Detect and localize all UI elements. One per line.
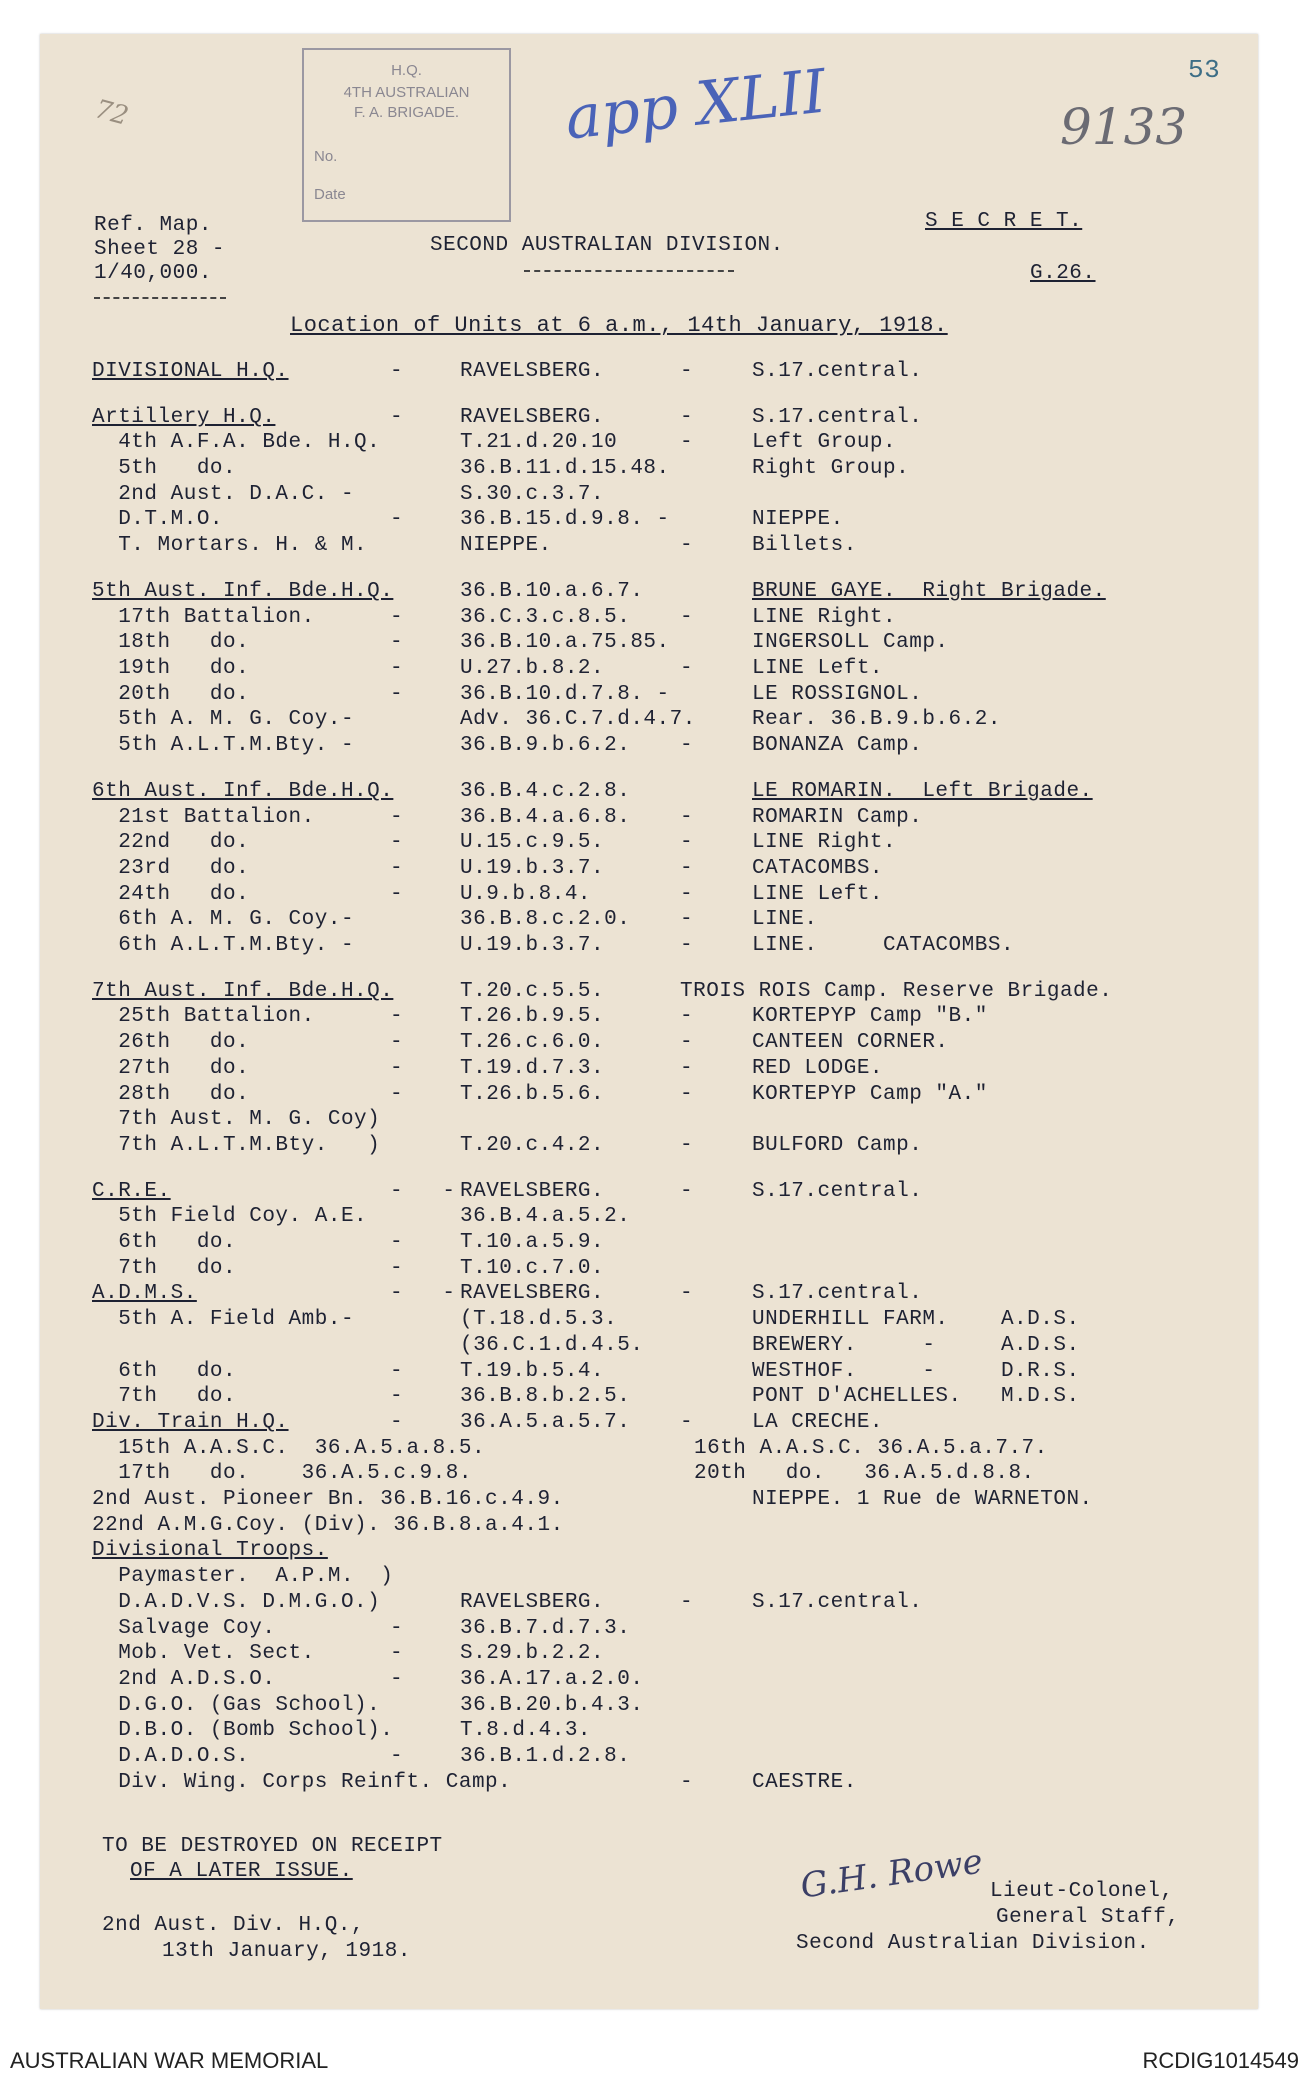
unit-name: 5th Aust. Inf. Bde.H.Q. bbox=[92, 580, 394, 603]
unit-name: 17th Battalion. bbox=[92, 606, 315, 629]
unit-name: 23rd do. bbox=[92, 857, 250, 880]
archive-item-id: RCDIG1014549 bbox=[1142, 2048, 1299, 2073]
separator: - bbox=[390, 1057, 404, 1080]
unit-name: Salvage Coy. bbox=[92, 1617, 276, 1640]
unit-name: 2nd A.D.S.O. bbox=[92, 1668, 276, 1691]
location-remark: CAESTRE. bbox=[752, 1771, 857, 1794]
separator: - bbox=[390, 1005, 404, 1028]
unit-name: 5th A. M. G. Coy.- bbox=[92, 708, 355, 731]
document-page bbox=[40, 34, 1258, 2009]
divider bbox=[524, 270, 734, 272]
unit-name: Div. Wing. Corps Reinft. Camp. bbox=[92, 1771, 512, 1794]
location-remark: Right Group. bbox=[752, 457, 910, 480]
separator: - bbox=[390, 606, 404, 629]
separator: - bbox=[680, 1591, 694, 1614]
separator: - bbox=[390, 1642, 404, 1665]
map-reference: RAVELSBERG. bbox=[460, 1282, 605, 1305]
map-reference: RAVELSBERG. bbox=[460, 1180, 605, 1203]
separator: - bbox=[390, 631, 404, 654]
unit-name: T. Mortars. H. & M. bbox=[92, 534, 368, 557]
unit-name: 6th do. bbox=[92, 1360, 237, 1383]
location-remark: BULFORD Camp. bbox=[752, 1134, 923, 1157]
map-reference: (T.18.d.5.3. bbox=[460, 1308, 618, 1331]
map-reference: 36.B.11.d.15.48. bbox=[460, 457, 670, 480]
headquarters-stamp bbox=[302, 48, 511, 222]
unit-name: 6th A. M. G. Coy.- bbox=[92, 908, 355, 931]
map-reference: 36.B.10.a.75.85. bbox=[460, 631, 670, 654]
stamp-line: F. A. BRIGADE. bbox=[353, 104, 460, 121]
location-remark: LINE. CATACOMBS. bbox=[752, 934, 1015, 957]
separator: - bbox=[390, 831, 404, 854]
stamp-line: No. bbox=[314, 148, 338, 165]
separator: - bbox=[680, 1282, 694, 1305]
separator: - bbox=[390, 508, 404, 531]
map-reference: T.20.c.4.2. bbox=[460, 1134, 605, 1157]
location-remark: Left Group. bbox=[752, 431, 897, 454]
separator: - bbox=[680, 1031, 694, 1054]
map-reference: T.19.d.7.3. bbox=[460, 1057, 605, 1080]
archive-source: AUSTRALIAN WAR MEMORIAL bbox=[10, 2048, 329, 2073]
separator: - bbox=[680, 534, 694, 557]
unit-name: 7th Aust. M. G. Coy) bbox=[92, 1108, 381, 1131]
unit-name: 20th do. bbox=[92, 683, 250, 706]
unit-name: D.A.D.O.S. bbox=[92, 1745, 250, 1768]
location-remark: RED LODGE. bbox=[752, 1057, 884, 1080]
separator: - bbox=[390, 1668, 404, 1691]
signatory-rank: Lieut-Colonel, bbox=[990, 1880, 1174, 1903]
location-remark: KORTEPYP Camp "B." bbox=[752, 1005, 988, 1028]
unit-name: 7th Aust. Inf. Bde.H.Q. bbox=[92, 980, 394, 1003]
unit-name: 26th do. bbox=[92, 1031, 250, 1054]
location-remark: PONT D'ACHELLES. M.D.S. bbox=[752, 1385, 1080, 1408]
location-remark: 16th A.A.S.C. 36.A.5.a.7.7. bbox=[694, 1437, 1048, 1460]
map-reference: 36.B.4.c.2.8. bbox=[460, 780, 631, 803]
separator: - bbox=[680, 831, 694, 854]
map-reference: 36.B.20.b.4.3. bbox=[460, 1694, 644, 1717]
location-remark: LINE Right. bbox=[752, 606, 897, 629]
map-reference: 36.B.9.b.6.2. bbox=[460, 734, 631, 757]
separator: - bbox=[390, 1031, 404, 1054]
divider bbox=[94, 297, 226, 299]
unit-name: 6th A.L.T.M.Bty. - bbox=[92, 934, 355, 957]
separator: - bbox=[680, 857, 694, 880]
folio-number: 9133 bbox=[1060, 98, 1188, 156]
location-remark: LINE. bbox=[752, 908, 818, 931]
location-remark: LINE Right. bbox=[752, 831, 897, 854]
unit-name: 25th Battalion. bbox=[92, 1005, 315, 1028]
ref-map: Ref. Map. bbox=[94, 214, 212, 237]
map-reference: T.26.b.5.6. bbox=[460, 1083, 605, 1106]
map-reference: 36.A.5.a.5.7. bbox=[460, 1411, 631, 1434]
map-reference: U.19.b.3.7. bbox=[460, 934, 605, 957]
separator: - bbox=[680, 360, 694, 383]
sheet: Sheet 28 - bbox=[94, 238, 226, 261]
map-reference: NIEPPE. bbox=[460, 534, 552, 557]
location-remark: LE ROMARIN. Left Brigade. bbox=[752, 780, 1093, 803]
unit-name: DIVISIONAL H.Q. bbox=[92, 360, 289, 383]
location-remark: NIEPPE. 1 Rue de WARNETON. bbox=[752, 1488, 1093, 1511]
issued-from: 2nd Aust. Div. H.Q., bbox=[102, 1914, 365, 1937]
unit-name: 7th do. bbox=[92, 1257, 237, 1280]
separator: - bbox=[680, 1057, 694, 1080]
map-reference: 36.B.7.d.7.3. bbox=[460, 1617, 631, 1640]
stamp-line: 4TH AUSTRALIAN bbox=[343, 84, 470, 101]
scale: 1/40,000. bbox=[94, 262, 212, 285]
map-reference: 36.B.8.b.2.5. bbox=[460, 1385, 631, 1408]
unit-name: Div. Train H.Q. bbox=[92, 1411, 289, 1434]
location-remark: Billets. bbox=[752, 534, 857, 557]
map-reference: T.19.b.5.4. bbox=[460, 1360, 605, 1383]
destroy-note: TO BE DESTROYED ON RECEIPT bbox=[102, 1835, 443, 1858]
location-remark: TROIS ROIS Camp. Reserve Brigade. bbox=[680, 980, 1113, 1003]
location-remark: CANTEEN CORNER. bbox=[752, 1031, 949, 1054]
location-remark: WESTHOF. - D.R.S. bbox=[752, 1360, 1080, 1383]
issue-date: 13th January, 1918. bbox=[162, 1940, 411, 1963]
map-reference: 36.B.4.a.5.2. bbox=[460, 1205, 631, 1228]
location-remark: LINE Left. bbox=[752, 883, 884, 906]
document-title: Location of Units at 6 a.m., 14th January, 1918. bbox=[290, 313, 948, 338]
separator: - bbox=[390, 1617, 404, 1640]
signatory-formation: Second Australian Division. bbox=[796, 1932, 1150, 1955]
location-remark: BONANZA Camp. bbox=[752, 734, 923, 757]
separator: - bbox=[680, 406, 694, 429]
separator: - bbox=[680, 934, 694, 957]
destroy-note: OF A LATER ISSUE. bbox=[130, 1860, 353, 1883]
location-remark: KORTEPYP Camp "A." bbox=[752, 1083, 988, 1106]
map-reference: 36.C.3.c.8.5. bbox=[460, 606, 631, 629]
separator: - bbox=[390, 1411, 404, 1434]
separator: - bbox=[680, 908, 694, 931]
separator: - bbox=[390, 1745, 404, 1768]
map-reference: 36.B.10.a.6.7. bbox=[460, 580, 644, 603]
map-reference: 36.B.10.d.7.8. - bbox=[460, 683, 670, 706]
location-remark: S.17.central. bbox=[752, 1591, 923, 1614]
reference: G.26. bbox=[1030, 262, 1096, 285]
location-remark: 20th do. 36.A.5.d.8.8. bbox=[694, 1462, 1035, 1485]
signatory-staff: General Staff, bbox=[996, 1906, 1180, 1929]
separator: - bbox=[390, 360, 404, 383]
separator: - bbox=[390, 1385, 404, 1408]
separator: - bbox=[680, 1134, 694, 1157]
unit-name: A.D.M.S. bbox=[92, 1282, 197, 1305]
map-reference: T.26.b.9.5. bbox=[460, 1005, 605, 1028]
unit-name: D.A.D.V.S. D.M.G.O.) bbox=[92, 1591, 381, 1614]
unit-name: 5th do. bbox=[92, 457, 237, 480]
location-remark: S.17.central. bbox=[752, 360, 923, 383]
separator: - bbox=[390, 857, 404, 880]
separator: - bbox=[390, 1083, 404, 1106]
location-remark: Rear. 36.B.9.b.6.2. bbox=[752, 708, 1001, 731]
map-reference: (36.C.1.d.4.5. bbox=[460, 1334, 644, 1357]
signature: G.H. Rowe bbox=[798, 1841, 986, 1907]
unit-name: Divisional Troops. bbox=[92, 1539, 328, 1562]
map-reference: 36.B.4.a.6.8. bbox=[460, 806, 631, 829]
map-reference: U.19.b.3.7. bbox=[460, 857, 605, 880]
map-reference: T.21.d.20.10 bbox=[460, 431, 618, 454]
unit-name: C.R.E. bbox=[92, 1180, 171, 1203]
unit-name: 5th A.L.T.M.Bty. - bbox=[92, 734, 355, 757]
location-remark: S.17.central. bbox=[752, 1282, 923, 1305]
map-reference: 36.A.17.a.2.0. bbox=[460, 1668, 644, 1691]
margin-note: 72 bbox=[91, 94, 132, 132]
map-reference: T.10.a.5.9. bbox=[460, 1231, 605, 1254]
map-reference: RAVELSBERG. bbox=[460, 1591, 605, 1614]
unit-name: 7th A.L.T.M.Bty. ) bbox=[92, 1134, 381, 1157]
separator: - bbox=[390, 806, 404, 829]
map-reference: T.20.c.5.5. bbox=[460, 980, 605, 1003]
map-reference: 36.B.15.d.9.8. - bbox=[460, 508, 670, 531]
map-reference: Adv. 36.C.7.d.4.7. bbox=[460, 708, 696, 731]
separator: - bbox=[680, 606, 694, 629]
separator: - bbox=[680, 734, 694, 757]
location-remark: S.17.central. bbox=[752, 1180, 923, 1203]
location-remark: LE ROSSIGNOL. bbox=[752, 683, 923, 706]
separator: - bbox=[680, 431, 694, 454]
map-reference: U.27.b.8.2. bbox=[460, 657, 605, 680]
stamp-line: Date bbox=[314, 186, 346, 203]
separator: - bbox=[390, 883, 404, 906]
separator: - bbox=[390, 1257, 404, 1280]
separator: - bbox=[680, 657, 694, 680]
separator: - bbox=[390, 1231, 404, 1254]
division-name: SECOND AUSTRALIAN DIVISION. bbox=[430, 234, 784, 257]
separator: - - bbox=[390, 1180, 456, 1203]
map-reference: T.10.c.7.0. bbox=[460, 1257, 605, 1280]
location-remark: LA CRECHE. bbox=[752, 1411, 884, 1434]
map-reference: S.30.c.3.7. bbox=[460, 483, 605, 506]
stamp-line: H.Q. bbox=[391, 62, 422, 79]
separator: - bbox=[680, 883, 694, 906]
map-reference: RAVELSBERG. bbox=[460, 406, 605, 429]
unit-name: D.B.O. (Bomb School). bbox=[92, 1719, 394, 1742]
unit-name: 6th Aust. Inf. Bde.H.Q. bbox=[92, 780, 394, 803]
separator: - bbox=[680, 806, 694, 829]
location-remark: NIEPPE. bbox=[752, 508, 844, 531]
unit-name: Artillery H.Q. bbox=[92, 406, 276, 429]
unit-name: 6th do. bbox=[92, 1231, 237, 1254]
unit-name: D.T.M.O. bbox=[92, 508, 224, 531]
separator: - bbox=[680, 1005, 694, 1028]
map-reference: U.15.c.9.5. bbox=[460, 831, 605, 854]
unit-name: 17th do. 36.A.5.c.9.8. bbox=[92, 1462, 472, 1485]
unit-name: 2nd Aust. D.A.C. - bbox=[92, 483, 355, 506]
location-remark: CATACOMBS. bbox=[752, 857, 884, 880]
map-reference: S.29.b.2.2. bbox=[460, 1642, 605, 1665]
unit-name: 18th do. bbox=[92, 631, 250, 654]
unit-name: 24th do. bbox=[92, 883, 250, 906]
separator: - bbox=[390, 683, 404, 706]
unit-name: 5th Field Coy. A.E. bbox=[92, 1205, 368, 1228]
unit-name: 15th A.A.S.C. 36.A.5.a.8.5. bbox=[92, 1437, 486, 1460]
unit-name: 4th A.F.A. Bde. H.Q. bbox=[92, 431, 381, 454]
unit-name: 22nd do. bbox=[92, 831, 250, 854]
separator: - bbox=[680, 1771, 694, 1794]
separator: - bbox=[680, 1180, 694, 1203]
map-reference: 36.B.8.c.2.0. bbox=[460, 908, 631, 931]
separator: - bbox=[680, 1083, 694, 1106]
unit-name: 19th do. bbox=[92, 657, 250, 680]
map-reference: 36.B.1.d.2.8. bbox=[460, 1745, 631, 1768]
unit-name: 2nd Aust. Pioneer Bn. 36.B.16.c.4.9. bbox=[92, 1488, 564, 1511]
location-remark: BREWERY. - A.D.S. bbox=[752, 1334, 1080, 1357]
separator: - bbox=[390, 406, 404, 429]
location-remark: LINE Left. bbox=[752, 657, 884, 680]
separator: - bbox=[390, 1360, 404, 1383]
location-remark: UNDERHILL FARM. A.D.S. bbox=[752, 1308, 1080, 1331]
classification: S E C R E T. bbox=[925, 210, 1083, 233]
unit-name: 5th A. Field Amb.- bbox=[92, 1308, 355, 1331]
separator: - bbox=[390, 657, 404, 680]
map-reference: T.26.c.6.0. bbox=[460, 1031, 605, 1054]
page-number: 53 bbox=[1188, 55, 1221, 85]
separator: - bbox=[680, 1411, 694, 1434]
unit-name: D.G.O. (Gas School). bbox=[92, 1694, 381, 1717]
appendix-note: app XLII bbox=[562, 56, 830, 154]
map-reference: RAVELSBERG. bbox=[460, 360, 605, 383]
map-reference: U.9.b.8.4. bbox=[460, 883, 592, 906]
unit-name: 27th do. bbox=[92, 1057, 250, 1080]
location-remark: S.17.central. bbox=[752, 406, 923, 429]
separator: - - bbox=[390, 1282, 456, 1305]
unit-name: 22nd A.M.G.Coy. (Div). 36.B.8.a.4.1. bbox=[92, 1514, 564, 1537]
unit-name: Mob. Vet. Sect. bbox=[92, 1642, 315, 1665]
map-reference: T.8.d.4.3. bbox=[460, 1719, 592, 1742]
location-remark: INGERSOLL Camp. bbox=[752, 631, 949, 654]
location-remark: BRUNE GAYE. Right Brigade. bbox=[752, 580, 1106, 603]
unit-name: Paymaster. A.P.M. ) bbox=[92, 1565, 394, 1588]
location-remark: ROMARIN Camp. bbox=[752, 806, 923, 829]
unit-name: 7th do. bbox=[92, 1385, 237, 1408]
unit-name: 21st Battalion. bbox=[92, 806, 315, 829]
unit-name: 28th do. bbox=[92, 1083, 250, 1106]
